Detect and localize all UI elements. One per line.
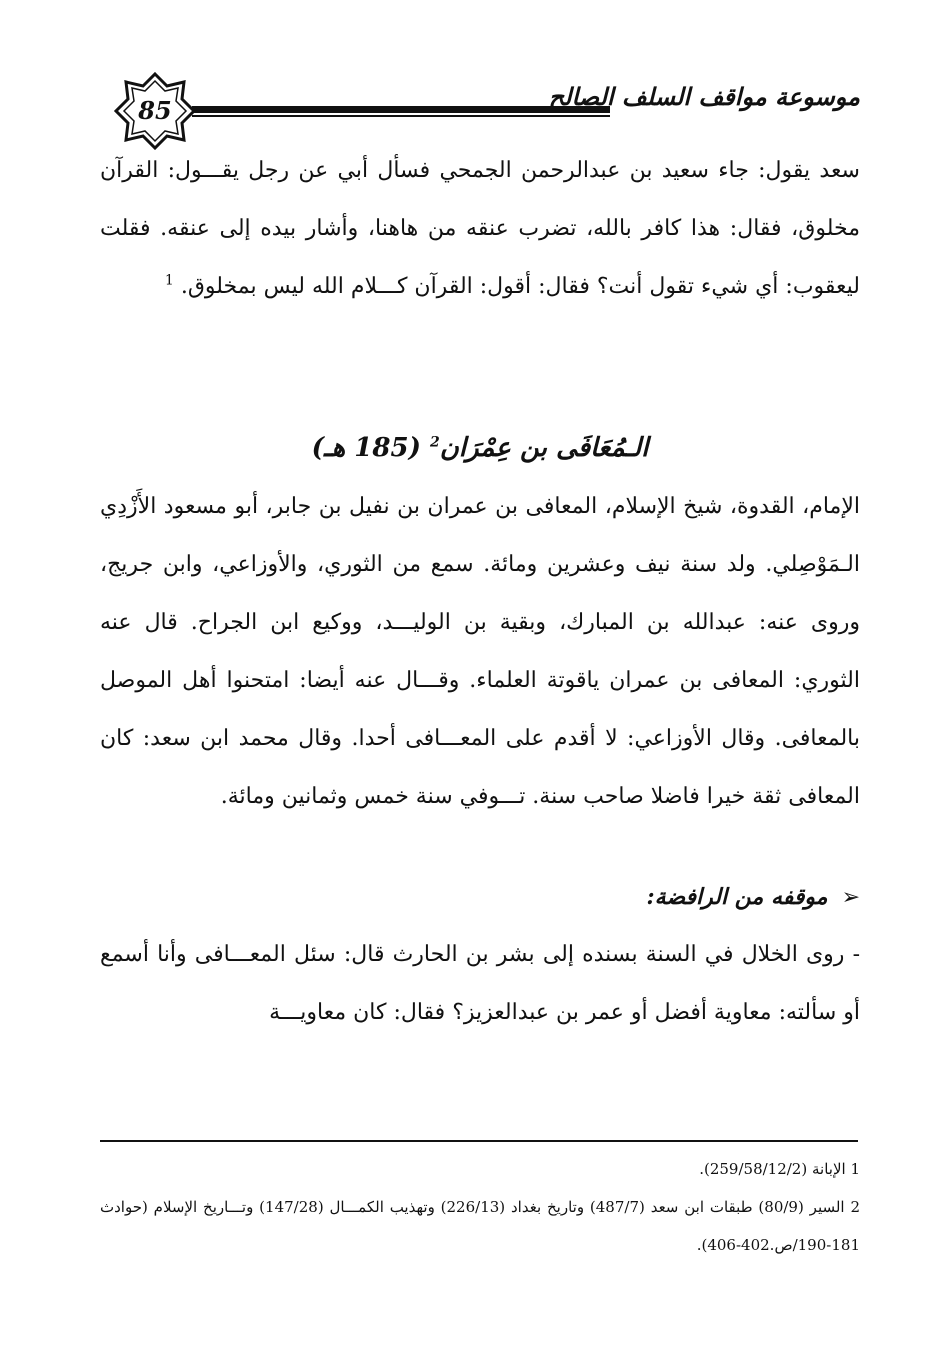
footnote-num: 2 <box>850 1198 860 1216</box>
footnotes <box>100 1150 860 1264</box>
footnote-ref-1: 1 <box>164 272 174 289</box>
footnote-text: الإبانة (259/58/12/2). <box>699 1160 846 1178</box>
paragraph-1 <box>100 142 860 316</box>
subheading <box>100 868 860 927</box>
section-heading-name: الـمُعَافَى بن عِمْرَان <box>439 433 649 463</box>
footnote-1 <box>100 1150 860 1188</box>
paragraph-3 <box>100 926 860 1042</box>
paragraph-2-text: الإمام، القدوة، شيخ الإسلام، المعافى بن عمران بن نفيل بن جابر، أبو مسعود الأَزْدِي الـمَوْصِلي. ولد سنة نيف وعشرين ومائة. سمع من الثوري، والأوزاعي، وابن جريج، وروى عنه: عبدالله بن المبارك، وبقية بن الوليـــد، ووكيع ابن الجراح. قال عنه الثوري: المعافى بن عمران ياقوتة العلماء. وقـــال عنه أيضا: امتحنوا أهل الموصل بالمعافى. وقال الأوزاعي: لا أقدم على المعـــافى أحدا. وقال محمد ابن سعد: كان المعافى ثقة خيرا فاضلا صاحب سنة. تـــوفي سنة خمس وثمانين ومائة. <box>100 494 860 809</box>
subheading-text: موقفه من الرافضة: <box>646 884 828 910</box>
footnote-text: السير (80/9) طبقات ابن سعد (487/7) وتاريخ بغداد (226/13) وتهذيب الكمـــال (147/28) وتـــاريخ الإسلام (حوادث 181-190/ص.402-406). <box>100 1198 860 1254</box>
paragraph-2 <box>100 478 860 826</box>
footnote-2 <box>100 1188 860 1264</box>
arrow-bullet-icon: ➢ <box>841 885 860 910</box>
page-number-badge <box>114 72 196 150</box>
section-heading-date: (185 هـ) <box>311 433 421 463</box>
paragraph-3-text: - روى الخلال في السنة بسنده إلى بشر بن الحارث قال: سئل المعـــافى وأنا أسمع أو سألته: معاوية أفضل أو عمر بن عبدالعزيز؟ فقال: كان معاويـــة <box>100 942 860 1025</box>
paragraph-1-text: سعد يقول: جاء سعيد بن عبدالرحمن الجمحي فسأل أبي عن رجل يقـــول: القرآن مخلوق، فقال: هذا كافر بالله، تضرب عنقه من هاهنا، وأشار بيده إلى عنقه. فقلت ليعقوب: أي شيء تقول أنت؟ فقال: أقول: القرآن كـــلام الله ليس بمخلوق. <box>100 158 860 299</box>
footnote-ref-2: 2 <box>429 434 440 451</box>
footnote-divider <box>100 1140 858 1142</box>
header-rule <box>192 106 610 118</box>
series-title: موسوعة مواقف السلف الصالح <box>548 82 860 111</box>
footnote-num: 1 <box>850 1160 860 1178</box>
section-heading <box>100 418 860 478</box>
page-number: 85 <box>138 96 172 125</box>
